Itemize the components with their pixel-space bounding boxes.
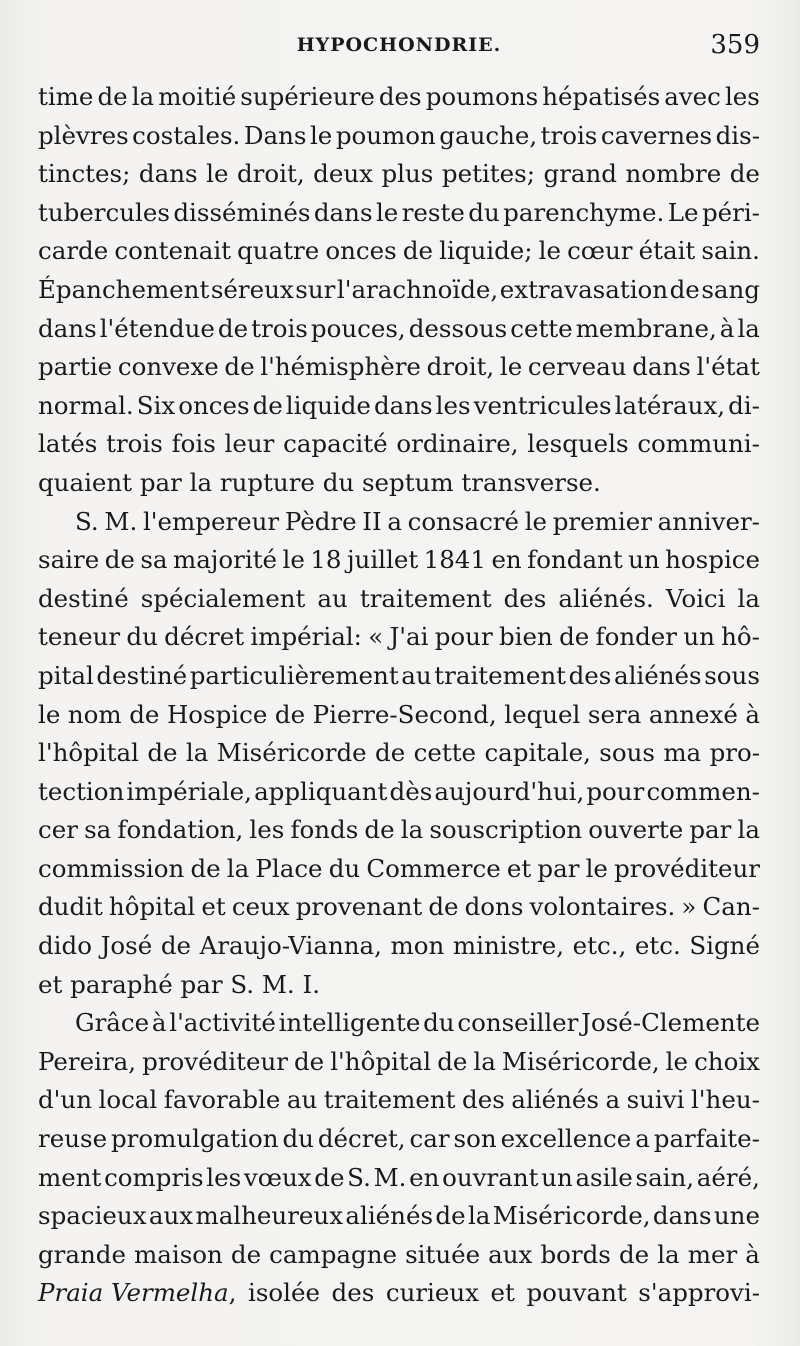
text-line: partie convexe de l'hémisphère droit, le cerveau dans l'état — [38, 352, 760, 382]
text-line: d'un local favorable au traitement des aliénés a suivi l'heu- — [38, 1085, 760, 1115]
text-line: destiné spécialement au traitement des aliénés. Voici la — [38, 583, 760, 613]
text-line: pital destiné particulièrement au traitement des aliénés sous — [38, 660, 760, 690]
text-line: saire de sa majorité le 18 juillet 1841 en fondant un hospice — [38, 545, 760, 575]
italic-place-name: Praia Vermelha — [38, 1278, 229, 1308]
paragraph — [38, 78, 760, 503]
text-line: dans l'étendue de trois pouces, dessous cette membrane, à la — [38, 313, 760, 343]
text-line: tinctes; dans le droit, deux plus petites; grand nombre de — [38, 159, 760, 189]
text-line: tubercules disséminés dans le reste du parenchyme. Le péri- — [38, 197, 760, 227]
paragraph — [38, 1004, 760, 1313]
running-title: HYPOCHONDRIE. — [296, 34, 502, 56]
text-line: l'hôpital de la Miséricorde de cette capitale, sous ma pro- — [38, 738, 760, 768]
text-line: reuse promulgation du décret, car son excellence a parfaite- — [38, 1124, 760, 1154]
text-line: spacieux aux malheureux aliénés de la Miséricorde, dans une — [38, 1201, 760, 1231]
text-line: latés trois fois leur capacité ordinaire, lesquels communi- — [38, 429, 760, 459]
text-line: cer sa fondation, les fonds de la souscription ouverte par la — [38, 815, 760, 845]
text-line: quaient par la rupture du septum transverse. — [38, 467, 601, 497]
text-line: ment compris les vœux de S. M. en ouvrant un asile sain, aéré, — [38, 1162, 760, 1192]
text-line: plèvres costales. Dans le poumon gauche, trois cavernes dis- — [38, 120, 760, 150]
text-line: Épanchement séreux sur l'arachnoïde, extravasation de sang — [38, 274, 760, 304]
text-line: le nom de Hospice de Pierre-Second, lequel sera annexé à — [38, 699, 760, 729]
text-line: normal. Six onces de liquide dans les ventricules latéraux, di- — [38, 390, 760, 420]
text-line: grande maison de campagne située aux bords de la mer à — [38, 1239, 760, 1269]
page-number: 359 — [710, 30, 760, 60]
text-line: S. M. l'empereur Pèdre II a consacré le premier anniver- — [75, 506, 760, 536]
page-header — [38, 30, 760, 66]
text-line: tection impériale, appliquant dès aujourd'hui, pour commen- — [38, 776, 760, 806]
text-line: et paraphé par S. M. I. — [38, 969, 320, 999]
text-line: Praia Vermelha, isolée des curieux et pouvant s'approvi- — [38, 1274, 760, 1313]
body-text — [38, 78, 760, 1313]
text-line: Pereira, provéditeur de l'hôpital de la Miséricorde, le choix — [38, 1046, 760, 1076]
paragraph — [38, 503, 760, 1005]
text-line: Grâce à l'activité intelligente du conseiller José-Clemente — [75, 1008, 760, 1038]
text-line: time de la moitié supérieure des poumons hépatisés avec les — [38, 82, 760, 111]
text-line: teneur du décret impérial: « J'ai pour bien de fonder un hô- — [38, 622, 760, 652]
text-line: dudit hôpital et ceux provenant de dons volontaires. » Can- — [38, 892, 760, 922]
text-line: carde contenait quatre onces de liquide; le cœur était sain. — [38, 236, 760, 266]
text-line: dido José de Araujo-Vianna, mon ministre, etc., etc. Signé — [38, 931, 760, 961]
text-line: commission de la Place du Commerce et par le provéditeur — [38, 853, 760, 883]
